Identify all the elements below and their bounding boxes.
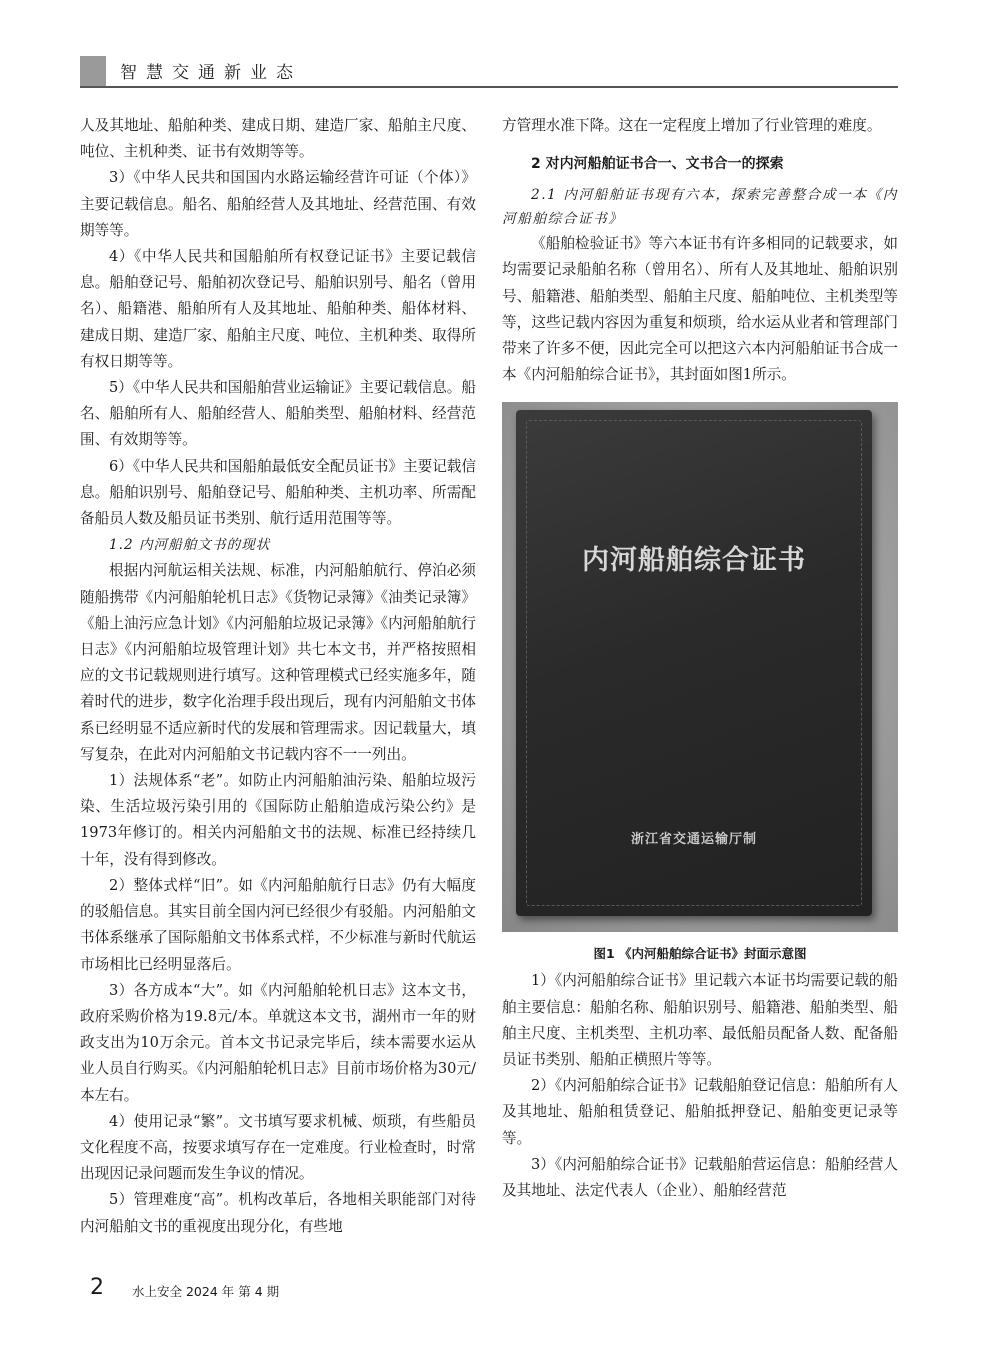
right-column [502, 113, 898, 1204]
certificate-cover [516, 410, 872, 916]
cover-title: 内河船舶综合证书 [582, 545, 806, 577]
paragraph: 2）整体式样“旧”。如《内河船舶航行日志》仍有大幅度的驳船信息。其实目前全国内河已经很少有驳船。内河船舶文书体系继承了国际船舶文书体系式样，不少标准与新时代航运市场相比已经明显落后。 [80, 876, 476, 973]
cover-publisher: 浙江省交通运输厅制 [630, 832, 757, 848]
paragraph: 《船舶检验证书》等六本证书有许多相同的记载要求，如均需要记录船舶名称（曾用名）、所有人及其地址、船舶识别号、船籍港、船舶类型、船舶主尺度、船舶吨位、主机类型等等，这些记载内容因为重复和烦琐，给水运从业者和管理部门带来了许多不便，因此完全可以把这六本内河船舶证书合成一本《内河船舶综合证书》，其封面如图1所示。 [502, 235, 898, 384]
running-header [80, 56, 898, 86]
figure-caption: 图1 《内河船舶综合证书》封面示意图 [593, 946, 807, 962]
page-number: 2 [90, 1275, 104, 1300]
journal-info: 水上安全 2024 年 第 4 期 [132, 1284, 280, 1299]
paragraph: 1）法规体系“老”。如防止内河船舶油污染、船舶垃圾污染、生活垃圾污染引用的《国际防止船舶造成污染公约》是1973年修订的。相关内河船舶文书的法规、标准已经持续几十年，没有得到修改。 [80, 772, 476, 868]
left-column [80, 113, 476, 1240]
header-rule [80, 86, 898, 88]
paragraph: 4）使用记录“繁”。文书填写要求机械、烦琐，有些船员文化程度不高，按要求填写存在一定难度。行业检查时，时常出现因记录问题而发生争议的情况。 [80, 1112, 476, 1183]
figure-cover-photo [502, 402, 898, 932]
paragraph: 3）各方成本“大”。如《内河船舶轮机日志》这本文书，政府采购价格为19.8元/本。单就这本文书，湖州市一年的财政支出为10万余元。首本文书记录完毕后，续本需要水运从业人员自行购买。《内河船舶轮机日志》目前市场价格为30元/本左右。 [80, 981, 476, 1104]
paragraph: 5）管理难度“高”。机构改革后，各地相关职能部门对待内河船舶文书的重视度出现分化，有些地 [80, 1191, 476, 1235]
section-heading: 2 对内河船舶证书合一、文书合一的探索 [531, 156, 784, 173]
paragraph: 3）《中华人民共和国国内水路运输经营许可证（个体）》主要记载信息。船名、船舶经营人及其地址、经营范围、有效期等等。 [80, 169, 476, 239]
paragraph: 2）《内河船舶综合证书》记载船舶登记信息：船舶所有人及其地址、船舶租赁登记、船舶抵押登记、船舶变更记录等等。 [502, 1077, 898, 1147]
subsection-heading: 2.1 内河船舶证书现有六本，探索完善整合成一本《内河船舶综合证书》 [502, 187, 898, 228]
paragraph: 1）《内河船舶综合证书》里记载六本证书均需要记载的船舶主要信息：船舶名称、船舶识别号、船籍港、船舶类型、船舶主尺度、主机类型、主机功率、最低船员配备人数、配备船员证书类别、船舶正横照片等等。 [502, 972, 898, 1069]
paragraph: 人及其地址、船舶种类、建成日期、建造厂家、船舶主尺度、吨位、主机种类、证书有效期等等。 [80, 117, 476, 161]
paragraph: 根据内河航运相关法规、标准，内河船舶航行、停泊必须随船携带《内河船舶轮机日志》《货物记录簿》《油类记录簿》《船上油污应急计划》《内河船舶垃圾记录簿》《内河船舶航行日志》《内河船舶垃圾管理计划》共七本文书，并严格按照相应的文书记载规则进行填写。这种管理模式已经实施多年，随着时代的进步，数字化治理手段出现后，现有内河船舶文书体系已经明显不适应新时代的发展和管理需求。因记载量大，填写复杂，在此对内河船舶文书记载内容不一一列出。 [80, 562, 476, 763]
header-marker [80, 56, 106, 86]
paragraph: 3）《内河船舶综合证书》记载船舶营运信息：船舶经营人及其地址、法定代表人（企业）、船舶经营范 [502, 1155, 898, 1200]
paragraph: 4）《中华人民共和国船舶所有权登记证书》主要记载信息。船舶登记号、船舶初次登记号、船舶识别号、船名（曾用名）、船籍港、船舶所有人及其地址、船舶种类、船体材料、建成日期、建造厂家、船舶主尺度、吨位、主机种类、取得所有权日期等等。 [80, 248, 476, 370]
header-title: 智慧交通新业态 [120, 63, 302, 83]
subsection-heading: 1.2 内河船舶文书的现状 [109, 537, 271, 554]
paragraph: 5）《中华人民共和国船舶营业运输证》主要记载信息。船名、船舶所有人、船舶经营人、船舶类型、船舶材料、经营范围、有效期等等。 [80, 379, 476, 449]
paragraph: 6）《中华人民共和国船舶最低安全配员证书》主要记载信息。船舶识别号、船舶登记号、船舶种类、主机功率、所需配备船员人数及船员证书类别、航行适用范围等等。 [80, 457, 476, 528]
paragraph: 方管理水准下降。这在一定程度上增加了行业管理的难度。 [502, 117, 882, 134]
